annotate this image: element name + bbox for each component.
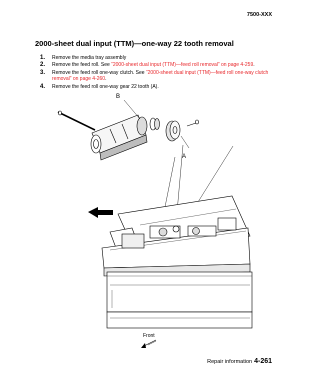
step-number: 4.: [40, 83, 46, 90]
step-number: 1.: [40, 55, 46, 61]
shaft-end-bushing: [150, 118, 160, 130]
step-number: 3.: [40, 69, 46, 76]
step-text: Remove the feed roll. See: [52, 62, 112, 69]
step-text: Remove the feed roll one-way gear 22 tooth (A).: [52, 83, 159, 90]
callout-b-label: B: [116, 94, 121, 100]
removal-direction-arrow: [88, 207, 113, 218]
shaft-assembly: [91, 115, 147, 160]
model-number: 7500-XXX: [246, 12, 272, 18]
cross-reference-link[interactable]: “2000-sheet dual input (TTM)—feed roll removal” on page 4-259: [111, 62, 254, 69]
front-label: Front: [143, 333, 155, 339]
step-text-end: .: [253, 62, 255, 69]
step-number: 2.: [40, 62, 46, 69]
shaft-tip: [187, 123, 196, 126]
one-way-gear-22-tooth: [166, 121, 180, 141]
callout-a-label: A: [182, 154, 187, 160]
callout-a-leader: [181, 136, 189, 148]
step-text: Remove the feed roll one-way clutch. See: [52, 69, 146, 76]
callout-b-leader: [124, 100, 140, 119]
section-name: Repair information: [207, 359, 253, 365]
front-indicator: [141, 340, 156, 348]
page-number: 4-261: [254, 358, 272, 365]
input-tray-drawing: [102, 196, 252, 328]
cross-reference-link[interactable]: “2000-sheet dual input (TTM)—feed roll one-way clutch removal” on page 4-260: [52, 69, 269, 83]
shaft-part-b: [58, 111, 95, 130]
step-text: Remove the media tray assembly: [52, 55, 127, 61]
page-title: 2000-sheet dual input (TTM)—one-way 22 tooth removal: [35, 39, 234, 48]
step-text-end: .: [105, 76, 107, 83]
page-footer: [207, 358, 272, 365]
shaft-tip-end: [196, 120, 199, 124]
